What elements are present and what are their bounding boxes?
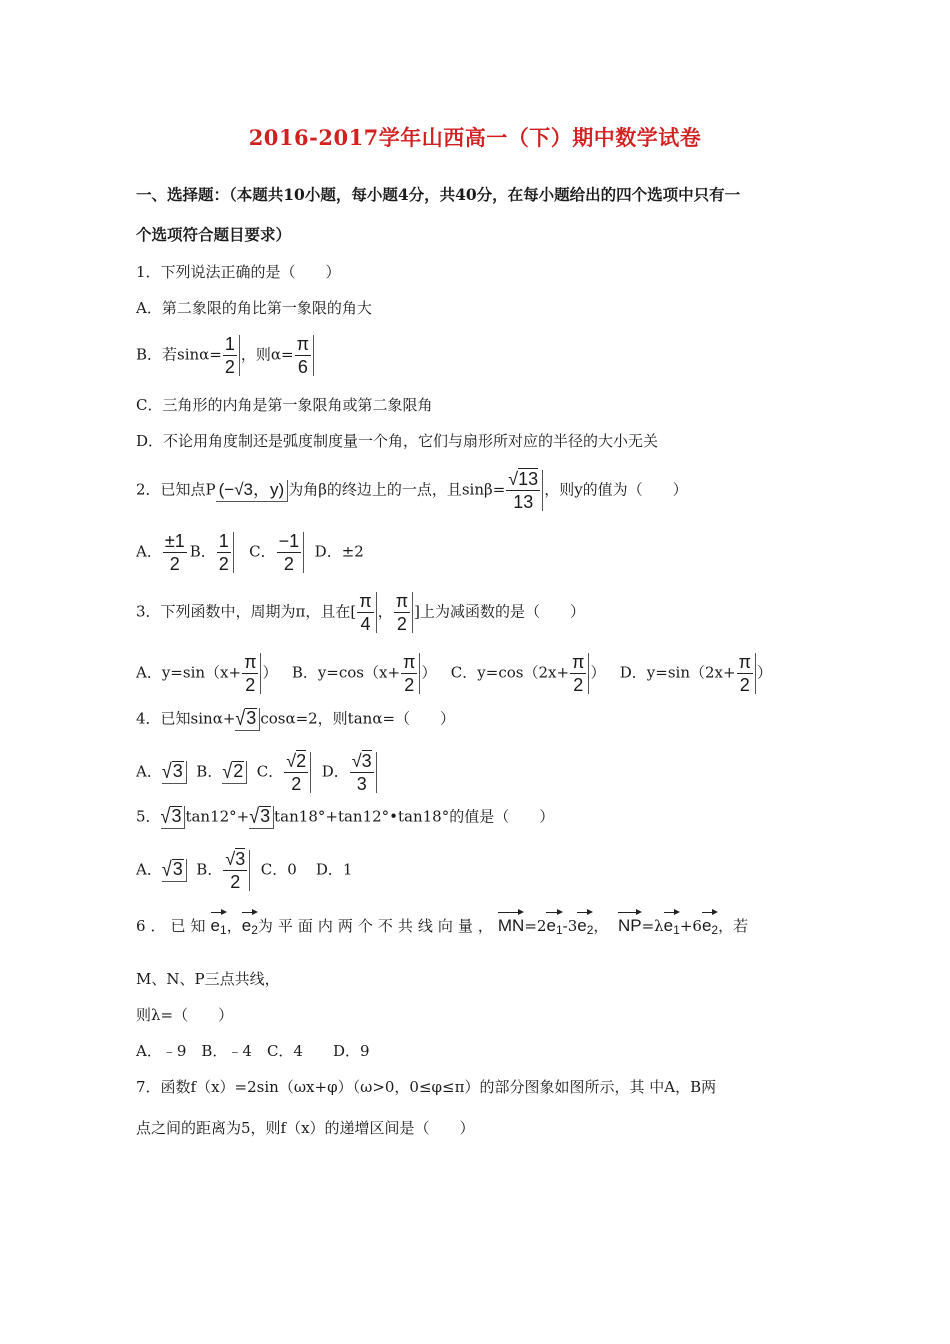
q4-options: A．√3 B．√2 C． $\frac{√2}{2}$ D． $\frac{√3}{3}$ — [136, 752, 378, 793]
fraction: $\frac{\pi}{2}$ — [242, 653, 261, 694]
q7-line1: 7．函数f（x）=2sin（ωx+φ）（ω>0，0≤φ≤π）的部分图象如图所示，其 中A，B两 — [136, 1078, 717, 1096]
fraction: $\frac{\pi}{2}$ — [570, 653, 589, 694]
vector: $e_2$ — [577, 910, 593, 940]
vector: $e_2$ — [702, 910, 718, 940]
q3-stem: 3．下列函数中，周期为π，且在[ $\frac{\pi}{4}$ ， $\frac{\pi}{2}$ ]上为减函数的是（ ） — [136, 591, 585, 634]
fraction: $\frac{\pm 1}{2}$ — [164, 531, 185, 574]
q1-option-a: A．第二象限的角比第一象限的角大 — [136, 299, 372, 317]
q1-stem: 1．下列说法正确的是（ ） — [136, 263, 341, 281]
fraction: $\frac{√2}{2}$ — [284, 752, 311, 793]
q3-options: A．y=sin（x+ $\frac{\pi}{2}$ ） B．y=cos（x+ $\frac{\pi}{2}$ ） C．y=cos（2x+ $\frac{\pi}{2}$ ） D．y=sin（2x+ $\frac{\pi}{2}$ ） — [136, 652, 773, 695]
q7-line2: 点之间的距离为5，则f（x）的递增区间是（ ） — [136, 1119, 475, 1137]
square-root: √3 — [161, 806, 186, 829]
q1-option-b — [136, 335, 315, 376]
vector: NP — [618, 910, 642, 936]
section-heading-line1: 一、选择题：（本题共10小题，每小题4分，共40分，在每小题给出的四个选项中只有一 — [136, 185, 741, 204]
fraction: $\frac{√13}{13}$ — [506, 470, 543, 511]
square-root: √2 — [222, 761, 247, 784]
q1-option-c: C．三角形的内角是第一象限角或第二象限角 — [136, 396, 433, 414]
square-root: √3 — [249, 806, 274, 829]
fraction: $\frac{√3}{3}$ — [350, 752, 377, 793]
fraction: $\frac{\pi}{2}$ — [394, 592, 413, 633]
q2-stem: 2．已知点P (−√3，y) 为角β的终边上的一点，且sinβ= $\frac{√13}{13}$ ，则y的值为（ ） — [136, 469, 688, 512]
q1-b-mid: ，则α= — [240, 345, 294, 364]
q5-options: A．√3 B． $\frac{√3}{2}$ C．0 D．1 — [136, 849, 353, 892]
fraction: $\frac{-1}{2}$ — [277, 532, 305, 573]
fraction: $\frac{\pi}{2}$ — [401, 653, 420, 694]
q6-options: A．﹣9 B．﹣4 C．4 D．9 — [136, 1042, 370, 1060]
vector: $e_1$ — [211, 910, 227, 940]
fraction: $\frac{\pi}{4}$ — [357, 592, 376, 633]
vector: $e_2$ — [242, 910, 258, 940]
q6-line2: M、N、P三点共线， — [136, 970, 280, 988]
q6-stem: 6．已知$e_1$，$e_2$为平面内两个不共线向量，$MN=2e_1-3e_2$， $NP=\lambda e_1+6e_2$，若 — [136, 910, 748, 940]
fraction: $\frac{\pi}{2}$ — [737, 653, 756, 694]
square-root: √3 — [162, 859, 187, 882]
section-heading-line2: 个选项符合题目要求） — [136, 225, 292, 244]
q2-options: A． $\frac{\pm 1}{2}$ B． $\frac{1}{2}$ C． $\frac{-1}{2}$ D．±2 — [136, 531, 364, 574]
fraction: $\frac{1}{2}$ — [217, 532, 234, 573]
square-root: √3 — [235, 708, 260, 731]
vector: $e_1$ — [546, 910, 562, 940]
q1-option-d: D．不论用角度制还是弧度制度量一个角，它们与扇形所对应的半径的大小无关 — [136, 432, 659, 450]
page-title: 2016-2017学年山西高一（下）期中数学试卷 — [248, 125, 702, 150]
fraction: $\frac{√3}{2}$ — [223, 850, 250, 891]
vector: $e_1$ — [664, 910, 680, 940]
fraction: $\frac{1}{2}$ — [223, 335, 240, 376]
q4-stem: 4．已知sinα+√3 cosα=2，则tanα=（ ） — [136, 706, 456, 730]
fraction: $\frac{\pi}{6}$ — [295, 335, 314, 376]
q5-stem: 5．√3 tan12°+√3 tan18°+tan12°•tan18°的值是（ ） — [136, 804, 555, 828]
vector: MN — [498, 910, 524, 936]
square-root: √3 — [162, 761, 187, 784]
q6-line3: 则λ=（ ） — [136, 1006, 234, 1024]
point-coordinates: (−√3，y) — [216, 480, 289, 502]
q1-b-prefix: B．若sinα= — [136, 345, 222, 364]
